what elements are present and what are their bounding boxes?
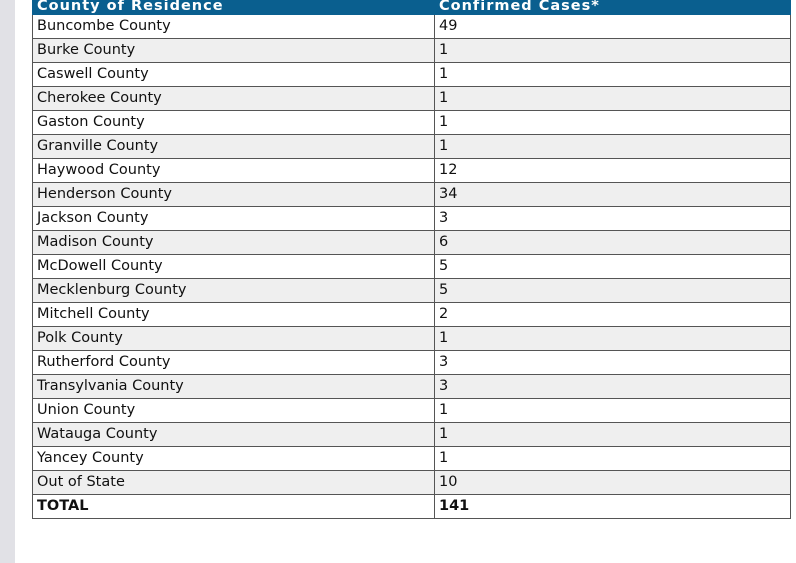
cases-cell: 1: [435, 447, 791, 471]
table-row: [33, 255, 791, 279]
county-cell: Yancey County: [33, 447, 435, 471]
total-value: 141: [435, 495, 791, 519]
table-header-row: [33, 0, 791, 15]
cases-cell: 1: [435, 423, 791, 447]
table-row: [33, 303, 791, 327]
table-row: [33, 447, 791, 471]
table-row: [33, 279, 791, 303]
table-row: [33, 231, 791, 255]
cases-cell: 3: [435, 375, 791, 399]
table-row: [33, 63, 791, 87]
total-label: TOTAL: [33, 495, 435, 519]
county-cell: Henderson County: [33, 183, 435, 207]
county-cell: Granville County: [33, 135, 435, 159]
county-cell: Transylvania County: [33, 375, 435, 399]
cases-cell: 6: [435, 231, 791, 255]
county-cell: Gaston County: [33, 111, 435, 135]
table-row: [33, 87, 791, 111]
cases-cell: 49: [435, 15, 791, 39]
county-cell: Watauga County: [33, 423, 435, 447]
county-cell: Union County: [33, 399, 435, 423]
table-row: [33, 111, 791, 135]
table-row: [33, 351, 791, 375]
county-cell: Buncombe County: [33, 15, 435, 39]
cases-cell: 1: [435, 87, 791, 111]
county-cell: Out of State: [33, 471, 435, 495]
cases-cell: 2: [435, 303, 791, 327]
county-cell: Cherokee County: [33, 87, 435, 111]
table-row: [33, 135, 791, 159]
total-row: [33, 495, 791, 519]
county-cell: Jackson County: [33, 207, 435, 231]
cases-cell: 3: [435, 351, 791, 375]
county-cell: Polk County: [33, 327, 435, 351]
cases-cell: 10: [435, 471, 791, 495]
table-row: [33, 399, 791, 423]
county-cell: Madison County: [33, 231, 435, 255]
cases-cell: 1: [435, 39, 791, 63]
cases-cell: 1: [435, 399, 791, 423]
table-row: [33, 375, 791, 399]
header-confirmed-cases: Confirmed Cases*: [435, 0, 791, 15]
cases-cell: 1: [435, 111, 791, 135]
cases-by-county-table: [32, 0, 791, 519]
table-row: [33, 471, 791, 495]
cases-cell: 1: [435, 63, 791, 87]
table-row: [33, 327, 791, 351]
cases-cell: 5: [435, 255, 791, 279]
cases-cell: 34: [435, 183, 791, 207]
table-row: [33, 39, 791, 63]
county-cell: McDowell County: [33, 255, 435, 279]
cases-cell: 12: [435, 159, 791, 183]
table-row: [33, 15, 791, 39]
table-row: [33, 159, 791, 183]
county-cell: Rutherford County: [33, 351, 435, 375]
county-cell: Caswell County: [33, 63, 435, 87]
table-row: [33, 183, 791, 207]
table-row: [33, 423, 791, 447]
county-cell: Mitchell County: [33, 303, 435, 327]
county-cell: Haywood County: [33, 159, 435, 183]
cases-cell: 3: [435, 207, 791, 231]
county-cell: Mecklenburg County: [33, 279, 435, 303]
cases-cell: 1: [435, 135, 791, 159]
cases-cell: 1: [435, 327, 791, 351]
county-cell: Burke County: [33, 39, 435, 63]
page-sidebar-strip: [0, 0, 15, 563]
table-row: [33, 207, 791, 231]
header-county: County of Residence: [33, 0, 435, 15]
cases-cell: 5: [435, 279, 791, 303]
